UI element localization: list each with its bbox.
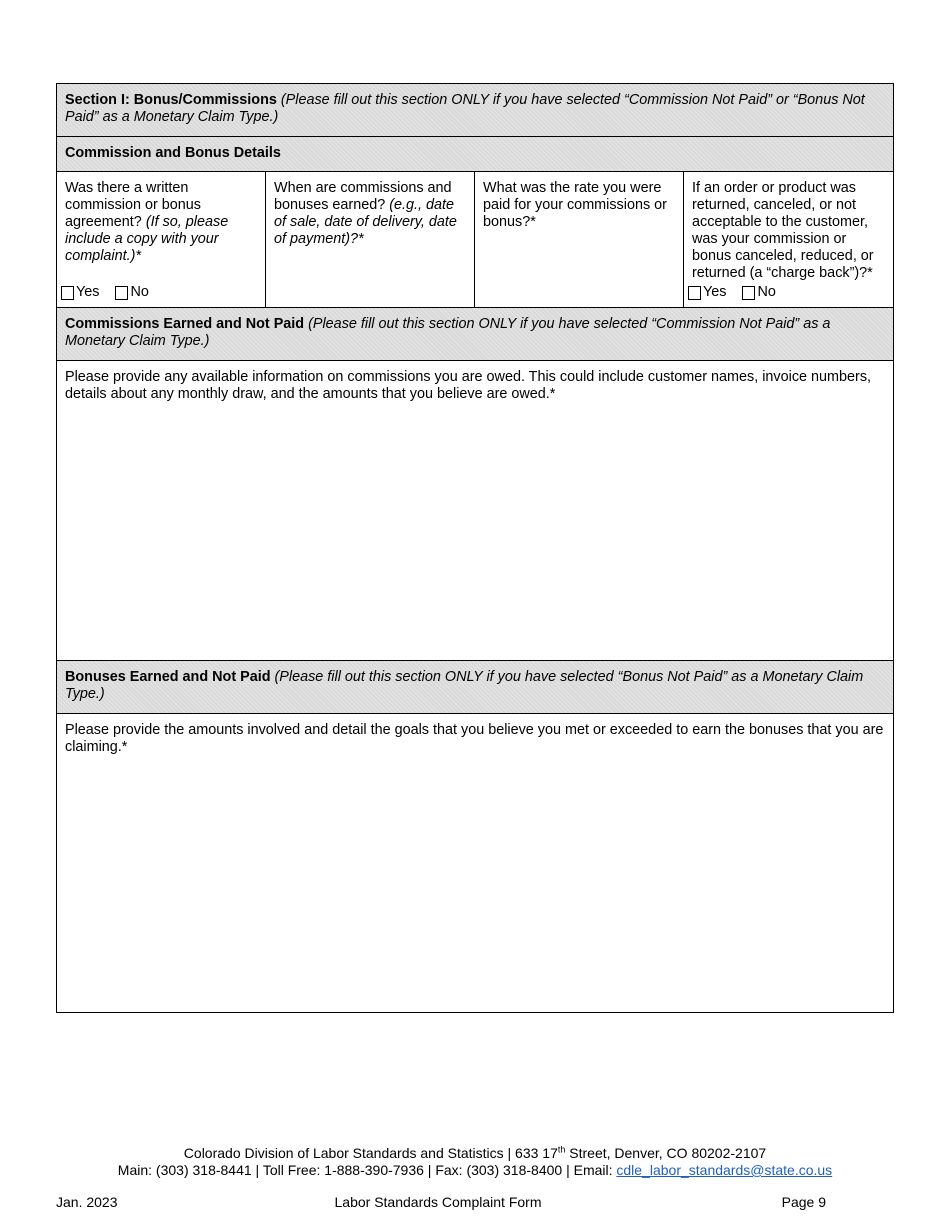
question-charge-back	[684, 172, 893, 307]
q2-text: When are commissions and bonuses earned?	[274, 180, 452, 213]
contact-text: Main: (303) 318-8441 | Toll Free: 1-888-390-7936 | Fax: (303) 318-8400 | Email:	[117, 1162, 617, 1178]
q4-no-checkbox[interactable]	[742, 286, 755, 300]
q4-yes-checkbox[interactable]	[688, 286, 701, 300]
section-title: Section I: Bonus/Commissions	[65, 92, 277, 108]
q1-yes-label: Yes	[76, 284, 100, 300]
question-written-agreement	[57, 172, 266, 307]
bonuses-note: (Please fill out this section ONLY if you have selected “Bonus Not Paid” as a Monetary Claim Type.)	[65, 669, 864, 702]
q1-yes-option[interactable]	[61, 284, 99, 301]
commissions-note: (Please fill out this section ONLY if you have selected “Commission Not Paid” as a Monetary Claim Type.)	[65, 316, 831, 349]
bonuses-title: Bonuses Earned and Not Paid	[65, 669, 271, 685]
address-text: Colorado Division of Labor Standards and Statistics | 633 17	[183, 1145, 558, 1161]
address-sup: th	[557, 1144, 566, 1155]
q1-yes-checkbox[interactable]	[61, 286, 74, 300]
q4-checkboxes	[688, 284, 792, 301]
footer-address	[0, 1145, 950, 1162]
email-link[interactable]: cdle_labor_standards@state.co.us	[616, 1162, 833, 1178]
address-text-end: Street, Denver, CO 80202-2107	[565, 1145, 767, 1161]
details-header	[57, 137, 893, 172]
section-header	[57, 84, 893, 137]
q1-no-checkbox[interactable]	[115, 286, 128, 300]
q3-text: What was the rate you were paid for your commissions or bonus?*	[483, 180, 667, 230]
q4-no-label: No	[757, 284, 776, 300]
bonuses-prompt: Please provide the amounts involved and detail the goals that you believe you met or exceeded to earn the bonuses that you are claiming.*	[65, 722, 884, 755]
footer-date: Jan. 2023	[56, 1194, 118, 1210]
section-note: (Please fill out this section ONLY if you have selected “Commission Not Paid” or “Bonus Not Paid” as a Monetary Claim Type.)	[65, 92, 865, 125]
q1-note: (If so, please include a copy with your complaint.)*	[65, 214, 229, 264]
q1-text: Was there a written commission or bonus agreement?	[65, 180, 201, 230]
footer-page-number: Page 9	[781, 1194, 826, 1210]
bonuses-answer-field[interactable]	[57, 714, 893, 1012]
commissions-prompt: Please provide any available information on commissions you are owed. This could include customer names, invoice numbers, details about any monthly draw, and the amounts that you believe are owed.*	[65, 369, 872, 402]
footer-contact	[0, 1162, 950, 1179]
commissions-title: Commissions Earned and Not Paid	[65, 316, 305, 332]
commissions-answer-field[interactable]	[57, 361, 893, 661]
q4-yes-option[interactable]	[688, 284, 726, 301]
q1-checkboxes	[61, 284, 165, 301]
commissions-header	[57, 308, 893, 361]
details-title: Commission and Bonus Details	[65, 145, 281, 161]
details-questions	[57, 172, 893, 308]
footer-form-name: Labor Standards Complaint Form	[334, 1194, 542, 1210]
bonuses-header	[57, 661, 893, 714]
question-rate[interactable]	[475, 172, 684, 307]
q4-no-option[interactable]	[742, 284, 775, 301]
q2-note: (e.g., date of sale, date of delivery, date of payment)?*	[274, 197, 457, 247]
bonus-commissions-form	[56, 83, 894, 1013]
q1-no-label: No	[130, 284, 149, 300]
q4-yes-label: Yes	[703, 284, 727, 300]
q4-text: If an order or product was returned, canceled, or not acceptable to the customer, was your commission or bonus canceled, reduced, or returned (a “charge back”)?*	[692, 180, 874, 281]
q1-no-option[interactable]	[115, 284, 148, 301]
question-when-earned[interactable]	[266, 172, 475, 307]
